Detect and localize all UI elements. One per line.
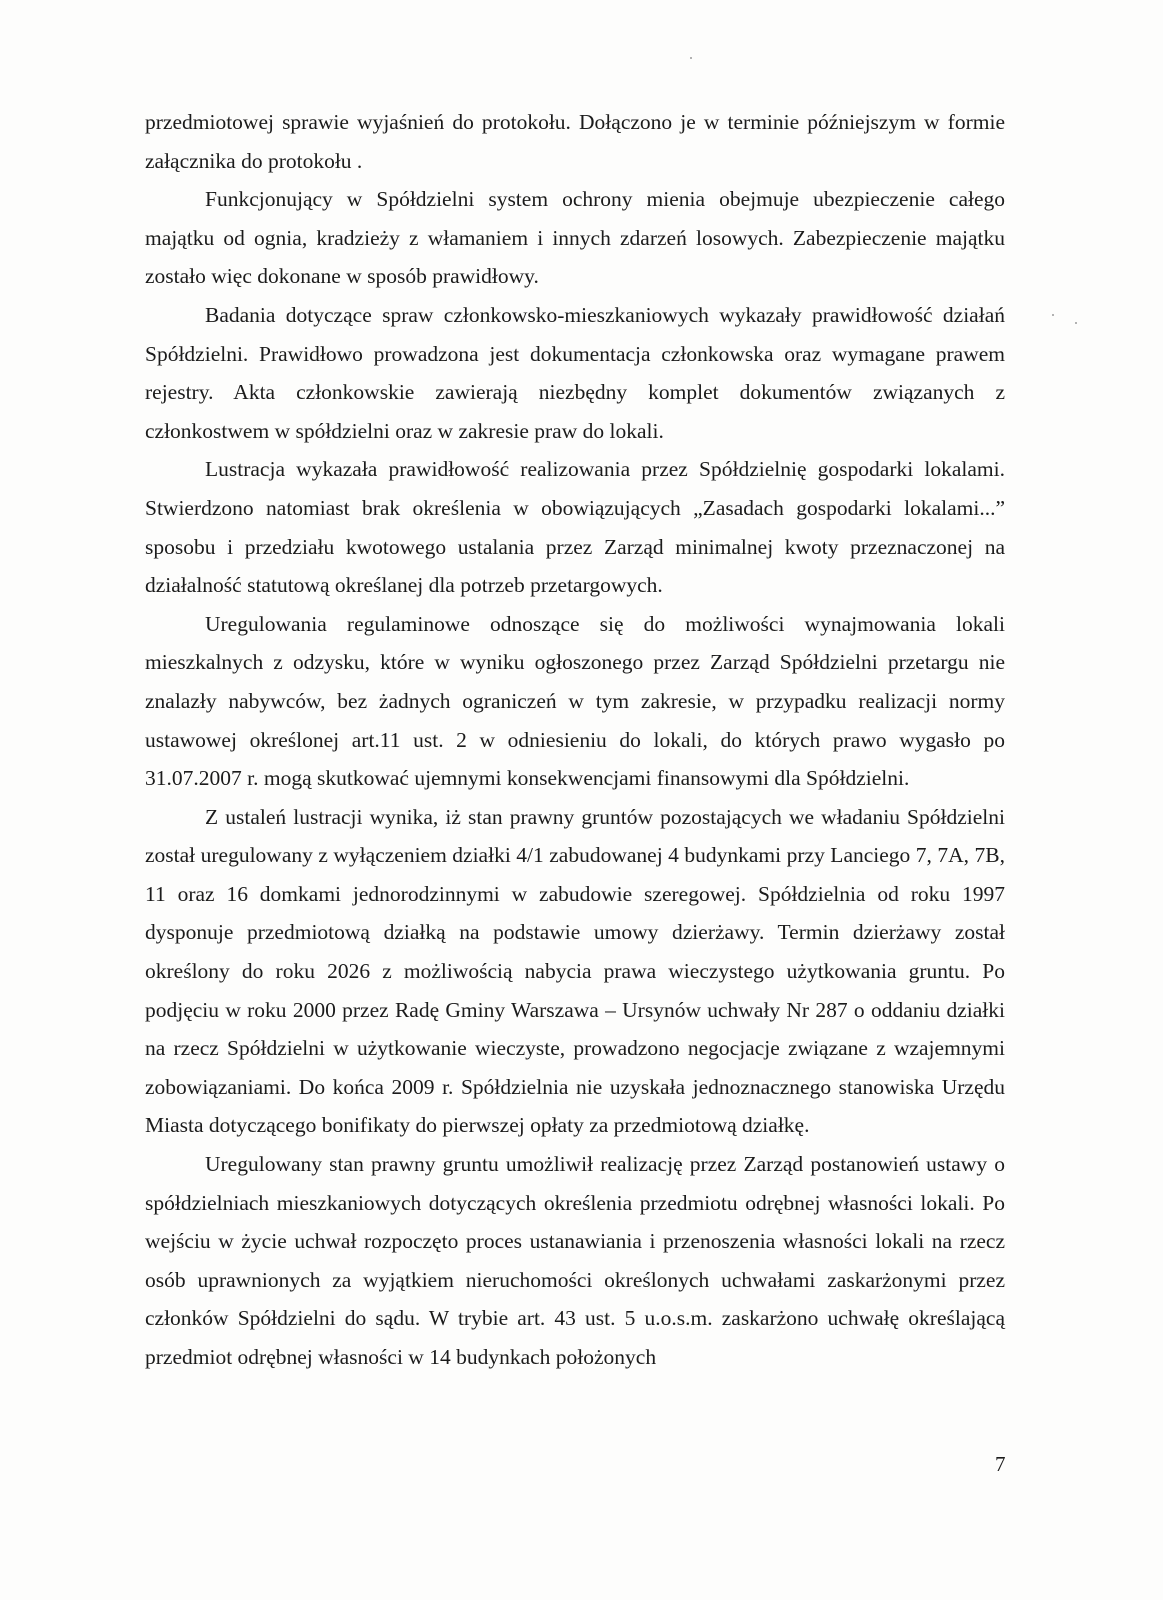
paragraph-separate-ownership: Uregulowany stan prawny gruntu umożliwił realizację przez Zarząd postanowień ustawy o spółdzielniach mieszkaniowych dotyczących określenia przedmiotu odrębnej własności lokali. Po wejściu w życie uchwał rozpoczęto proces ustanawiania i przenoszenia własności lokali na rzecz osób uprawnionych za wyjątkiem nieruchomości określonych uchwałami zaskarżonymi przez członków Spółdzielni do sądu. W trybie art. 43 ust. 5 u.o.s.m. zaskarżono uchwałę określającą przedmiot odrębnej własności w 14 budynkach położonych <box>145 1152 1005 1369</box>
scan-speck <box>1052 314 1054 316</box>
page-number: 7 <box>995 1452 1006 1476</box>
scan-speck <box>1075 322 1077 324</box>
paragraph-membership-matters: Badania dotyczące spraw członkowsko-mieszkaniowych wykazały prawidłowość działań Spółdzielni. Prawidłowo prowadzona jest dokumentacja członkowska oraz wymagane prawem rejestry. Akta członkowskie zawierają niezbędny komplet dokumentów związanych z członkostwem w spółdzielni oraz w zakresie praw do lokali. <box>145 302 1005 443</box>
paragraph-protocol-explanations: przedmiotowej sprawie wyjaśnień do protokołu. Dołączono je w terminie późniejszym w formie załącznika do protokołu . <box>145 110 1005 173</box>
paragraph-rental-regulations: Uregulowania regulaminowe odnoszące się do możliwości wynajmowania lokali mieszkalnych z odzysku, które w wyniku ogłoszonego przez Zarząd Spółdzielni przetargu nie znalazły nabywców, bez żadnych ograniczeń w tym zakresie, w przypadku realizacji normy ustawowej określonej art.11 ust. 2 w odniesieniu do lokali, do których prawo wygasło po 31.07.2007 r. mogą skutkować ujemnymi konsekwencjami finansowymi dla Spółdzielni. <box>145 611 1005 791</box>
paragraph-premises-management: Lustracja wykazała prawidłowość realizowania przez Spółdzielnię gospodarki lokalami. Stwierdzono natomiast brak określenia w obowiązujących „Zasadach gospodarki lokalami...” sposobu i przedziału kwotowego ustalania przez Zarząd minimalnej kwoty przeznaczonej na działalność statutową określanej dla potrzeb przetargowych. <box>145 457 1005 598</box>
paragraph-property-protection: Funkcjonujący w Spółdzielni system ochrony mienia obejmuje ubezpieczenie całego majątku od ognia, kradzieży z włamaniem i innych zdarzeń losowych. Zabezpieczenie majątku zostało więc dokonane w sposób prawidłowy. <box>145 187 1005 289</box>
scan-speck <box>690 57 692 59</box>
paragraph-land-legal-status: Z ustaleń lustracji wynika, iż stan prawny gruntów pozostających we władaniu Spółdzielni został uregulowany z wyłączeniem działki 4/1 zabudowanej 4 budynkami przy Lanciego 7, 7A, 7B, 11 oraz 16 domkami jednorodzinnymi w zabudowie szeregowej. Spółdzielnia od roku 1997 dysponuje przedmiotową działką na podstawie umowy dzierżawy. Termin dzierżawy został określony do roku 2026 z możliwością nabycia prawa wieczystego użytkowania gruntu. Po podjęciu w roku 2000 przez Radę Gminy Warszawa – Ursynów uchwały Nr 287 o oddaniu działki na rzecz Spółdzielni w użytkowanie wieczyste, prowadzono negocjacje związane z wzajemnymi zobowiązaniami. Do końca 2009 r. Spółdzielnia nie uzyskała jednoznacznego stanowiska Urzędu Miasta dotyczącego bonifikaty do pierwszej opłaty za przedmiotową działkę. <box>145 804 1005 1138</box>
document-body <box>145 103 1005 1377</box>
